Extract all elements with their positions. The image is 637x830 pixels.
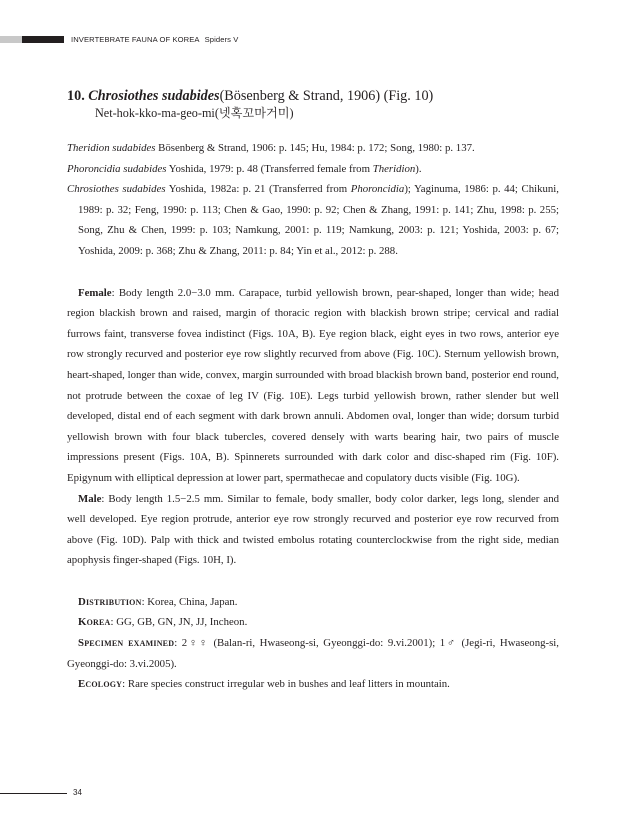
species-heading: [67, 87, 559, 105]
distribution-line: [67, 592, 559, 613]
ecology-line: [67, 674, 559, 695]
specimen-label: Specimen examined: [78, 637, 175, 650]
korea-label: Korea: [78, 616, 111, 629]
female-label: Female: [78, 286, 112, 299]
male-label: Male: [78, 492, 102, 505]
species-name: Chrosiothes sudabides: [88, 88, 220, 104]
specimen-text: : 2♀♀ (Balan-ri, Hwaseong-si, Gyeonggi-do: 9.vi.2001); 1♂ (Jegi-ri, Hwaseong-si, Gyeonggi-do: 3.vi.2005).: [67, 637, 560, 670]
species-authority: (Bösenberg & Strand, 1906): [219, 88, 381, 104]
book-title: INVERTEBRATE FAUNA OF KOREA: [71, 35, 200, 44]
synonym-name: Theridion sudabides: [67, 142, 156, 154]
korea-line: [67, 612, 559, 633]
synonym-genus: Phoroncidia: [350, 183, 405, 196]
synonym-tail: ); Yaginuma, 1986: p. 44; Chikuni, 1989: p. 32; Feng, 1990: p. 113; Chen & Gao, 1990: p. 92; Chen & Zhang, 1991: p. 141; Zhu, 1998: p. 255; Song, Zhu & Chen, 1999: p. 103; Namkung, 2001: p. 119; Namkung, 2003: p. 121; Yoshida, 2003: p. 67; Yoshida, 2009: p. 368; Zhu & Zhang, 2011: p. 84; Yin et al., 2012: p. 288.: [78, 183, 560, 257]
synonym-refs: Yoshida, 1979: p. 48 (Transferred female from: [166, 162, 373, 175]
female-description: [67, 283, 559, 489]
synonym-tail: ).: [415, 162, 422, 175]
synonym-name: Phoroncidia sudabides: [67, 162, 167, 175]
korea-text: : GG, GB, GN, JN, JJ, Incheon.: [110, 616, 248, 629]
distribution-label: Distribution: [78, 595, 142, 608]
korean-name-line: [95, 105, 559, 122]
female-text: : Body length 2.0−3.0 mm. Carapace, turbid yellowish brown, pear-shaped, longer than wide; head region blackish brown and raised, margin of thoracic region with blackish brown stripe; cervical and radial furrows faint, transverse fovea indistinct (Figs. 10A, B). Eye region black, eight eyes in two rows, anterior eye row strongly recurved and posterior eye row slightly recurved from above (Fig. 10C). Sternum yellowish brown, heart-shaped, longer than wide, convex, margin surrounded with broad blackish brown band, posterior end round, not protrude between the coxae of leg IV (Fig. 10E). Legs turbid yellowish brown, rather slender but well developed, distal end of each segment with dark brown annuli. Abdomen oval, longer than wide; dorsum turbid yellowish brown with four black tubercles, covered densely with warts bearing hair, two pairs of muscle impressions present (Figs. 10A, B). Spinnerets surrounded with dark color and disc-shaped rim (Fig. 10F). Epigynum with elliptical depression at lower part, spermathecae and copulatory ducts visible (Fig. 10G).: [67, 286, 559, 484]
species-number: 10.: [67, 88, 85, 104]
synonym-entry: [67, 179, 559, 261]
synonym-genus: Theridion: [372, 162, 416, 175]
korean-romanized-name: Net-hok-kko-ma-geo-mi: [95, 106, 215, 120]
page-number: 34: [73, 788, 82, 797]
specimen-line: [67, 633, 559, 674]
species-records: [67, 592, 559, 695]
synonym-name: Chrosiothes sudabides: [67, 183, 166, 196]
distribution-text: : Korea, China, Japan.: [141, 595, 238, 608]
header-accent-black-bar: [22, 36, 64, 43]
synonym-refs: Bösenberg & Strand, 1906: p. 145; Hu, 1984: p. 172; Song, 1980: p. 137.: [155, 142, 475, 154]
volume-title: Spiders V: [204, 35, 239, 44]
male-description: [67, 489, 559, 571]
synonym-entry: [67, 138, 559, 159]
male-text: : Body length 1.5−2.5 mm. Similar to female, body smaller, body color darker, legs long, slender and well developed. Eye region protrude, anterior eye row strongly recurved and posterior eye row recurved from above (Fig. 10D). Palp with thick and twisted embolus rotating counterclockwise from the right side, median apophysis finger-shaped (Figs. 10H, I).: [67, 492, 559, 567]
synonymy-list: [67, 138, 559, 262]
footer-rule: [0, 793, 67, 794]
header-accent-gray-bar: [0, 36, 22, 43]
article-body: [67, 87, 559, 695]
species-figure-ref: (Fig. 10): [383, 88, 434, 104]
korean-hangul-name: (넷혹꼬마거미): [214, 106, 294, 120]
description: [67, 283, 559, 571]
ecology-label: Ecology: [78, 678, 123, 691]
running-header: [71, 35, 238, 44]
synonym-entry: [67, 159, 559, 180]
ecology-text: : Rare species construct irregular web in bushes and leaf litters in mountain.: [122, 678, 450, 691]
synonym-refs: Yoshida, 1982a: p. 21 (Transferred from: [165, 183, 351, 196]
